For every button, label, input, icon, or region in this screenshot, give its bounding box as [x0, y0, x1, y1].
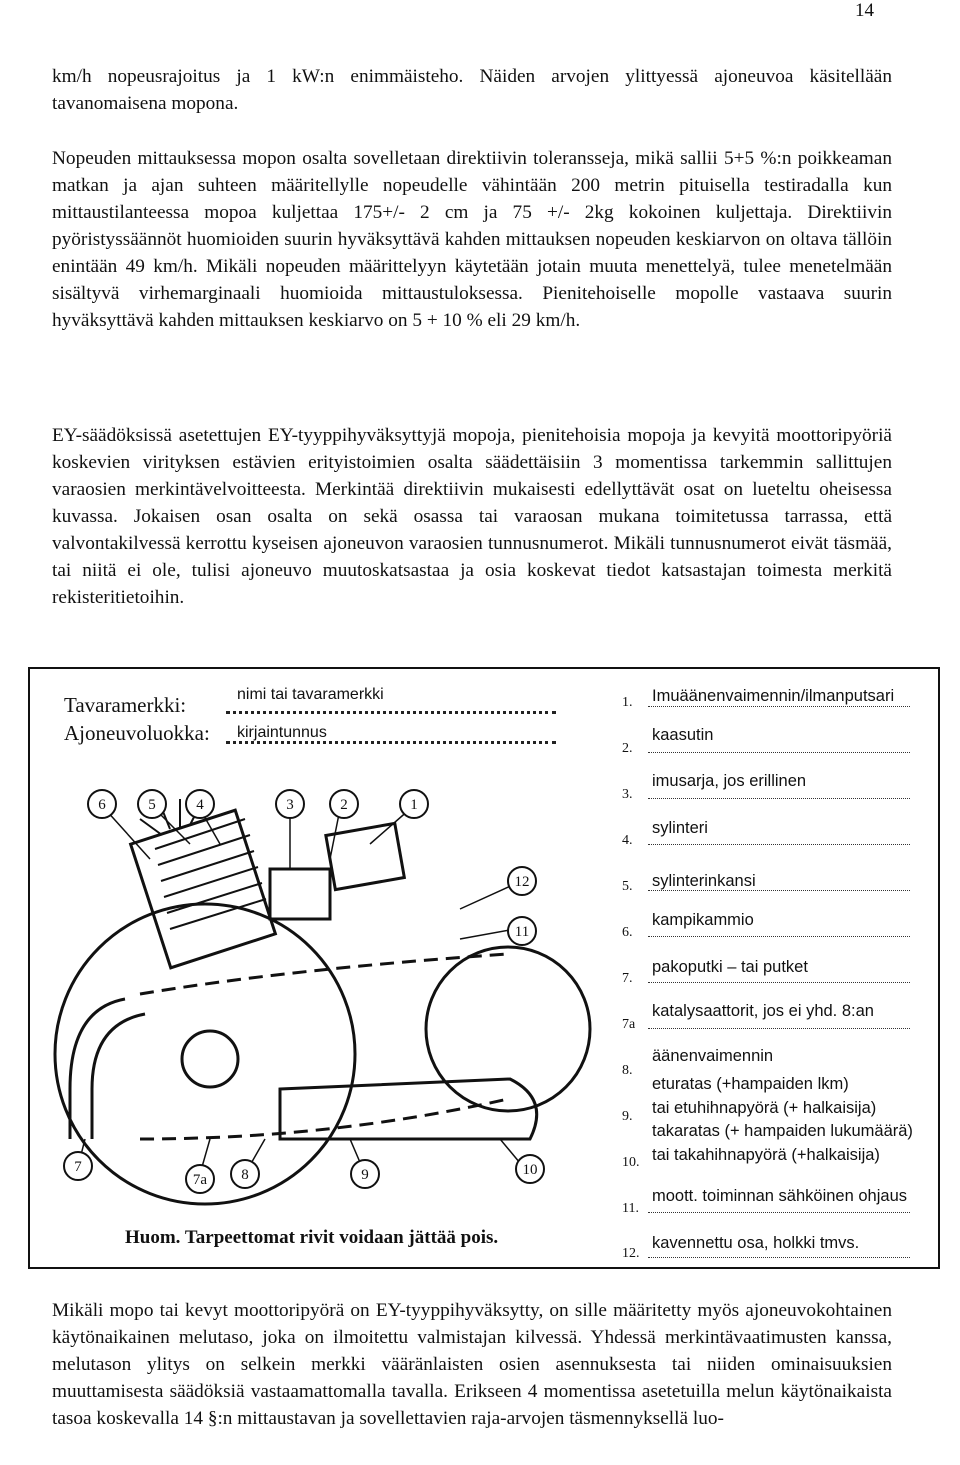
part-dotted-line: [648, 798, 910, 799]
part-dotted-line: [648, 844, 910, 845]
part-name: kampikammio: [652, 911, 754, 929]
diagram-number: 12: [514, 874, 530, 890]
part-number: 3.: [622, 787, 633, 802]
brand-value: nimi tai tavaramerkki: [237, 686, 384, 703]
diagram-number: 1: [410, 797, 418, 813]
diagram-number: 4: [196, 797, 204, 813]
part-name: kavennettu osa, holkki tmvs.: [652, 1234, 860, 1252]
part-number: 1.: [622, 695, 633, 710]
paragraph-2: Nopeuden mittauksessa mopon osalta sovelletaan direktiivin toleransseja, mikä sallii 5+5 %:n poikkeaman matkan ja ajan suhteen määritellylle nopeudelle vähintään 200 metrin pituisella testiradalla kun mittaustilanteessa mopoa kuljettaa 175+/- 2 cm ja 75 +/- 2kg kokoinen kuljettaja. Direktiivin pyöristyssäännöt huomioiden suurin hyväksyttävä kahden mittauksen nopeuden keskiarvon on oltava tällöin enintään 49 km/h. Mikäli nopeuden määrittelyyn käytetään jotain muuta menettelyä, tulee menetelmään sisältyvä virhemarginaali huomioida mittaustuloksessa. Pienitehoiselle mopolle vastaava suurin hyväksyttävä kahden mittauksen keskiarvo on 5 + 10 % eli 29 km/h.: [52, 148, 892, 331]
part-dotted-line: [648, 1028, 910, 1029]
engine-diagram: [30, 669, 620, 1269]
part-dotted-line: [648, 752, 910, 753]
part-number: 5.: [622, 879, 633, 894]
part-name: kaasutin: [652, 726, 714, 744]
part-name: äänenvaimennin: [652, 1047, 774, 1065]
part-number: 12.: [622, 1246, 640, 1261]
part-name: moott. toiminnan sähköinen ohjaus: [652, 1187, 907, 1205]
vehicle-class-label: Ajoneuvoluokka:: [64, 721, 210, 745]
diagram-number: 7: [74, 1159, 82, 1175]
part-name: tai takahihnapyörä (+halkaisija): [652, 1146, 880, 1164]
part-number: 11.: [622, 1201, 639, 1216]
paragraph-4: Mikäli mopo tai kevyt moottoripyörä on EY-tyyppihyväksytty, on sille määritetty myös ajoneuvokohtainen käytönaikainen melutaso, joka on ilmoitettu valmistajan kilvessä. Yhdessä merkintävaatimusten kanssa, melutason ylitys on selkein merkki vääränlaisten osien asennuksesta tai niiden ominaisuuksien muuttamisesta säädöksiä vastaamattomalla tavalla. Erikseen 4 momentissa asetetuilla melun käytönaikaista tasoa koskevalla 14 §:n mittaustavan ja sovellettavien raja-arvojen täsmennyksellä luo-: [52, 1300, 892, 1429]
diagram-number: 11: [514, 924, 530, 940]
part-name: Imuäänenvaimennin/ilmanputsari: [652, 687, 895, 705]
diagram-number: 3: [286, 797, 294, 813]
part-name: katalysaattorit, jos ei yhd. 8:an: [652, 1002, 874, 1020]
part-number: 8.: [622, 1063, 633, 1078]
diagram-number: 7a: [192, 1172, 208, 1188]
part-name: sylinteri: [652, 819, 708, 837]
part-name: tai etuhihnapyörä (+ halkaisija): [652, 1099, 877, 1117]
part-dotted-line: [648, 982, 910, 983]
paragraph-1: km/h nopeusrajoitus ja 1 kW:n enimmäisteho. Näiden arvojen ylittyessä ajoneuvoa käsitellään tavanomaisena mopona.: [52, 66, 892, 114]
diagram-number: 10: [522, 1162, 538, 1178]
part-name: takaratas (+ hampaiden lukumäärä): [652, 1122, 913, 1140]
paragraph-3: EY-säädöksissä asetettujen EY-tyyppihyväksyttyjä mopoja, pienitehoisia mopoja ja kevyitä moottoripyöriä koskevien virityksen estävien erityistoimien osalta säädettäisiin 3 momentissa tarkemmin sallittujen varaosien merkintävelvoitteesta. Merkintää direktiivin mukaisesti edellyttävät osat on lueteltu oheisessa kuvassa. Jokaisen osan osalta on sekä osassa tai varaosan mukana toimitetussa tarrassa, että valvontakilvessä kerrottu kyseisen ajoneuvon varaosien tunnusnumerot. Mikäli tunnusnumerot eivät täsmää, tai niitä ei ole, tulisi ajoneuvo muutoskatsastaa ja osia koskevat tiedot katsastajan toimesta merkitä rekisteritietoihin.: [52, 425, 892, 608]
diagram-number: 8: [241, 1167, 249, 1183]
part-number: 10.: [622, 1155, 640, 1170]
part-number: 7.: [622, 971, 633, 986]
part-name: eturatas (+hampaiden lkm): [652, 1075, 849, 1093]
figure-note: Huom. Tarpeettomat rivit voidaan jättää pois.: [125, 1227, 499, 1248]
part-dotted-line: [648, 706, 910, 707]
engine-parts-figure: [28, 667, 940, 1269]
diagram-number: 9: [361, 1167, 369, 1183]
part-dotted-line: [648, 936, 910, 937]
vehicle-class-value: kirjaintunnus: [237, 724, 327, 741]
part-number: 7a: [622, 1017, 636, 1032]
diagram-number: 2: [340, 797, 348, 813]
part-number: 9.: [622, 1109, 633, 1124]
part-number: 4.: [622, 833, 633, 848]
part-dotted-line: [648, 890, 910, 891]
part-name: imusarja, jos erillinen: [652, 772, 807, 790]
part-number: 2.: [622, 741, 633, 756]
part-name: pakoputki – tai putket: [652, 958, 808, 976]
diagram-number: 6: [98, 797, 106, 813]
brand-label: Tavaramerkki:: [64, 693, 187, 717]
part-dotted-line: [648, 1212, 910, 1213]
part-name: sylinterinkansi: [652, 872, 756, 890]
page-number: 14: [855, 0, 874, 21]
diagram-number: 5: [148, 797, 156, 813]
part-number: 6.: [622, 925, 633, 940]
part-dotted-line: [648, 1257, 910, 1258]
brand-dotted-line: [226, 711, 556, 714]
